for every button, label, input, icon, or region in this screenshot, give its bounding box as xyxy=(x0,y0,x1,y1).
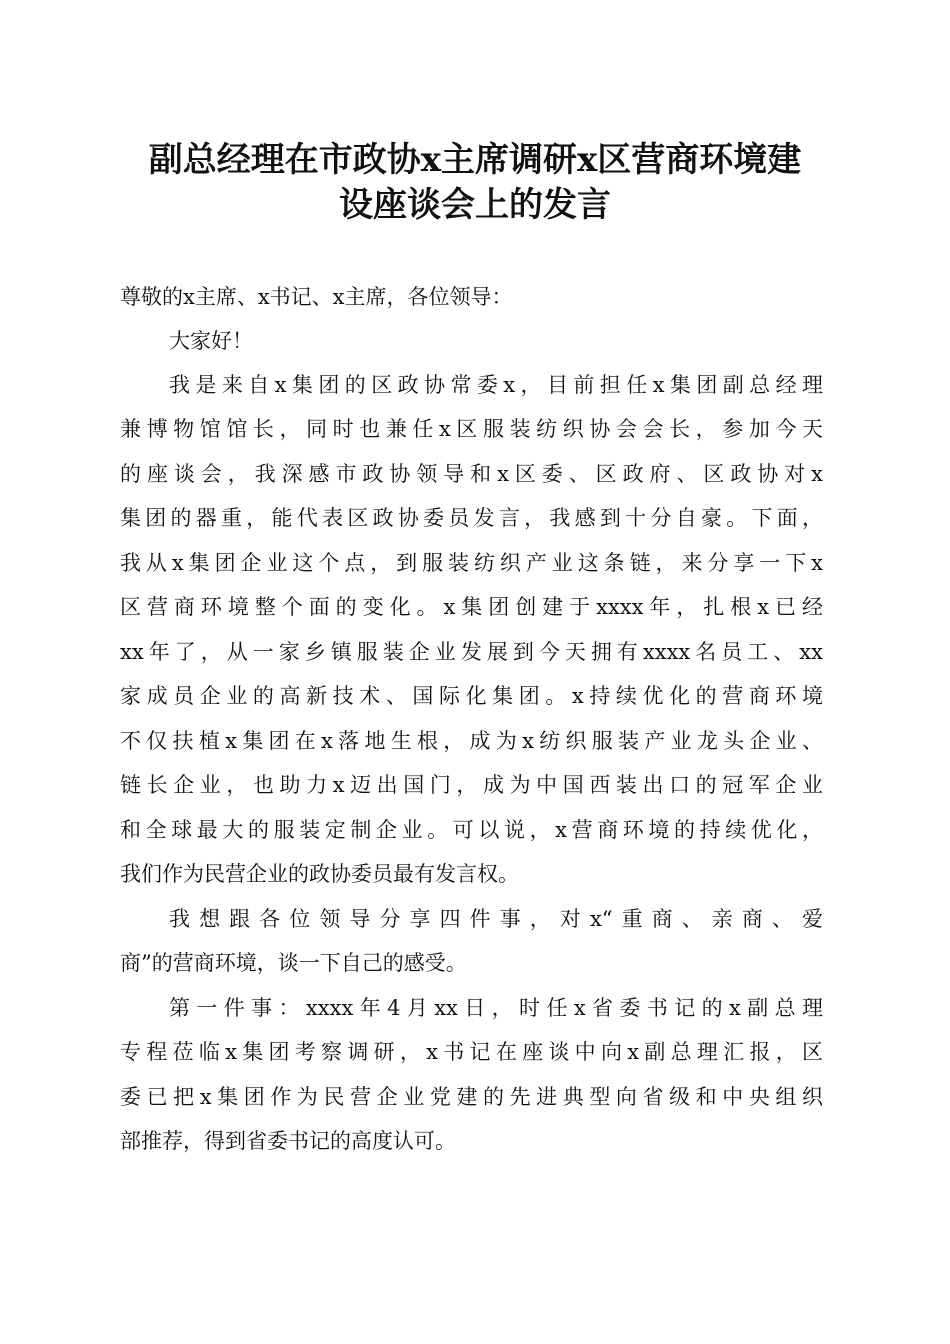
paragraph-line: 链长企业，也助力x迈出国门，成为中国西装出口的冠军企业 xyxy=(120,773,823,797)
paragraph-line: 我从x集团企业这个点，到服装纺织产业这条链，来分享一下x xyxy=(120,551,823,575)
paragraph-line: 我是来自x集团的区政协常委x，目前担任x集团副总经理 xyxy=(169,373,823,397)
paragraph-line: 商”的营商环境，谈一下自己的感受。 xyxy=(120,951,467,975)
paragraph-line: 我想跟各位领导分享四件事，对x“重商、亲商、爱 xyxy=(169,907,823,931)
paragraph-line: 委已把x集团作为民营企业党建的先进典型向省级和中央组织 xyxy=(120,1085,823,1109)
paragraph-line: 家成员企业的高新技术、国际化集团。x持续优化的营商环境 xyxy=(120,684,823,708)
greeting: 大家好！ xyxy=(169,329,253,353)
paragraph-line: 第一件事：xxxx年4月xx日，时任x省委书记的x副总理 xyxy=(169,996,823,1020)
paragraph-line: 集团的器重，能代表区政协委员发言，我感到十分自豪。下面， xyxy=(120,506,823,530)
paragraph-line: 的座谈会，我深感市政协领导和x区委、区政府、区政协对x xyxy=(120,462,823,486)
document-title-line-2: 设座谈会上的发言 xyxy=(339,185,611,225)
salutation: 尊敬的x主席、x书记、x主席，各位领导： xyxy=(120,285,513,309)
paragraph-line: 不仅扶植x集团在x落地生根，成为x纺织服装产业龙头企业、 xyxy=(120,729,823,753)
paragraph-line: 部推荐，得到省委书记的高度认可。 xyxy=(120,1129,456,1153)
paragraph-line: 和全球最大的服装定制企业。可以说，x营商环境的持续优化， xyxy=(120,818,823,842)
paragraph-line: 区营商环境整个面的变化。x集团创建于xxxx年，扎根x已经 xyxy=(120,595,823,619)
paragraph-line: 专程莅临x集团考察调研，x书记在座谈中向x副总理汇报，区 xyxy=(120,1040,823,1064)
paragraph-line: xx年了，从一家乡镇服装企业发展到今天拥有xxxx名员工、xx xyxy=(120,640,823,664)
document-title-line-1: 副总经理在市政协x主席调研x区营商环境建 xyxy=(148,140,802,180)
paragraph-line: 我们作为民营企业的政协委员最有发言权。 xyxy=(120,862,519,886)
paragraph-line: 兼博物馆馆长，同时也兼任x区服装纺织协会会长，参加今天 xyxy=(120,417,823,441)
